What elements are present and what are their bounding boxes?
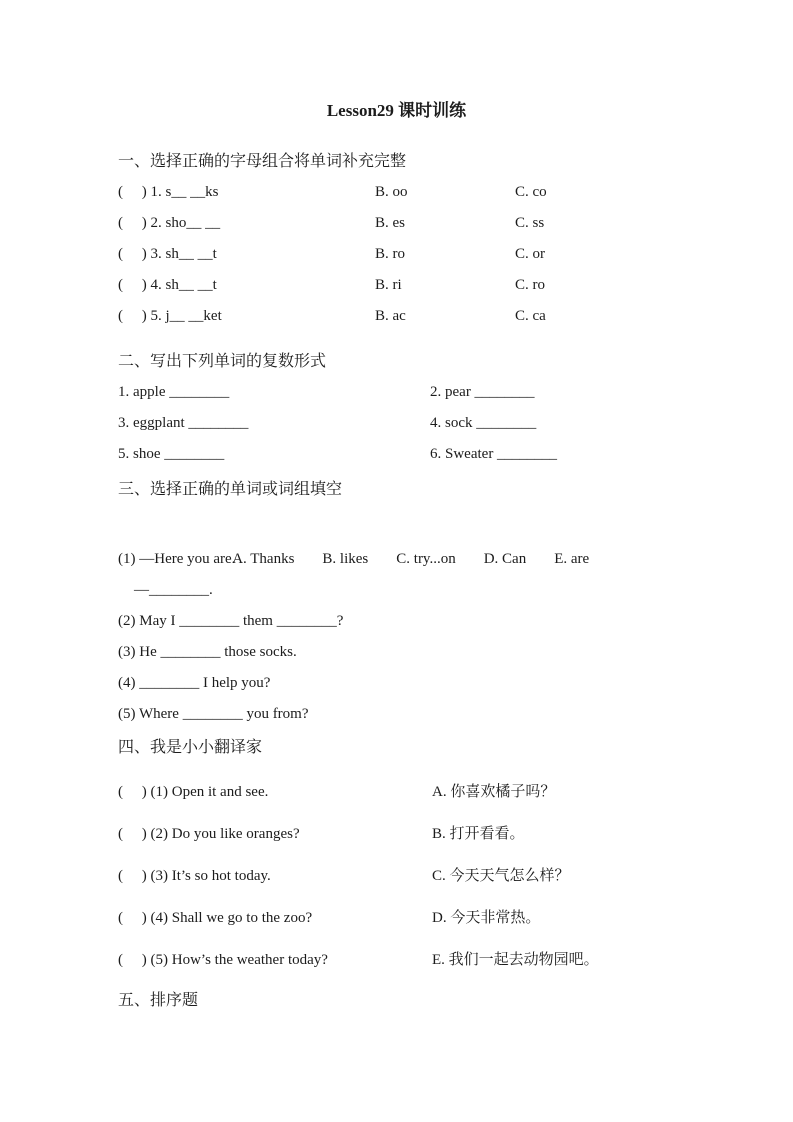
s4-chinese: B. 打开看看。 bbox=[432, 826, 525, 842]
s2-item: 5. shoe ________ bbox=[118, 446, 225, 462]
s4-row bbox=[118, 771, 675, 813]
s4-english: ( ) (4) Shall we go to the zoo? bbox=[118, 910, 313, 926]
s1-option-c: C. ca bbox=[515, 308, 546, 324]
s1-option-b: B. ri bbox=[375, 277, 402, 293]
s1-question-row bbox=[118, 208, 675, 239]
s4-matching-block bbox=[118, 771, 675, 981]
s3-item-line: (4) ________ I help you? bbox=[118, 675, 271, 691]
s2-item: 3. eggplant ________ bbox=[118, 415, 249, 431]
section1-heading: 一、选择正确的字母组合将单词补充完整 bbox=[118, 153, 407, 170]
s1-stem: ( ) 1. s__ __ks bbox=[118, 184, 219, 200]
s3-item-line: —________. bbox=[134, 582, 213, 598]
s3-option: C. try...on bbox=[396, 551, 456, 567]
s3-option: E. are bbox=[554, 551, 590, 567]
s1-option-c: C. or bbox=[515, 246, 545, 262]
section5-heading: 五、排序题 bbox=[118, 992, 199, 1009]
s2-plural-grid bbox=[118, 377, 675, 470]
s3-item-line: (2) May I ________ them ________? bbox=[118, 613, 344, 629]
s3-item-line: (3) He ________ those socks. bbox=[118, 644, 297, 660]
s1-option-b: B. ro bbox=[375, 246, 405, 262]
s4-row bbox=[118, 897, 675, 939]
s1-stem: ( ) 2. sho__ __ bbox=[118, 215, 221, 231]
section3-heading: 三、选择正确的单词或词组填空 bbox=[118, 481, 343, 498]
s1-stem: ( ) 4. sh__ __t bbox=[118, 277, 217, 293]
s1-stem: ( ) 3. sh__ __t bbox=[118, 246, 217, 262]
s4-chinese: D. 今天非常热。 bbox=[432, 910, 541, 926]
s1-question-row bbox=[118, 239, 675, 270]
s1-question-row bbox=[118, 177, 675, 208]
s1-question-row bbox=[118, 301, 675, 332]
s1-option-b: B. ac bbox=[375, 308, 406, 324]
s4-chinese: E. 我们一起去动物园吧。 bbox=[432, 952, 599, 968]
s1-question-row bbox=[118, 270, 675, 301]
s2-item: 1. apple ________ bbox=[118, 384, 230, 400]
s4-english: ( ) (2) Do you like oranges? bbox=[118, 826, 300, 842]
s3-option: D. Can bbox=[483, 551, 527, 567]
s4-row bbox=[118, 813, 675, 855]
s4-row bbox=[118, 855, 675, 897]
s2-item: 6. Sweater ________ bbox=[430, 446, 558, 462]
s1-option-c: C. ro bbox=[515, 277, 545, 293]
s3-item-line: (1) —Here you are. bbox=[118, 551, 236, 567]
s2-item: 2. pear ________ bbox=[430, 384, 535, 400]
s4-row bbox=[118, 939, 675, 981]
s4-chinese: C. 今天天气怎么样？ bbox=[432, 868, 570, 884]
section2-heading: 二、写出下列单词的复数形式 bbox=[118, 353, 327, 370]
s3-item-line: (5) Where ________ you from? bbox=[118, 706, 309, 722]
s1-option-c: C. ss bbox=[515, 215, 545, 231]
s4-english: ( ) (3) It’s so hot today. bbox=[118, 868, 271, 884]
s4-english: ( ) (5) How’s the weather today? bbox=[118, 952, 328, 968]
s1-stem: ( ) 5. j__ __ket bbox=[118, 308, 222, 324]
s2-item: 4. sock ________ bbox=[430, 415, 537, 431]
s3-option: B. likes bbox=[322, 551, 369, 567]
s1-option-c: C. co bbox=[515, 184, 547, 200]
page-title: Lesson29 课时训练 bbox=[326, 101, 467, 120]
s4-english: ( ) (1) Open it and see. bbox=[118, 784, 269, 800]
s4-chinese: A. 你喜欢橘子吗？ bbox=[432, 784, 556, 800]
s1-option-b: B. oo bbox=[375, 184, 408, 200]
section4-heading: 四、我是小小翻译家 bbox=[118, 739, 263, 756]
s1-option-b: B. es bbox=[375, 215, 405, 231]
s3-option: A. Thanks bbox=[232, 551, 295, 567]
